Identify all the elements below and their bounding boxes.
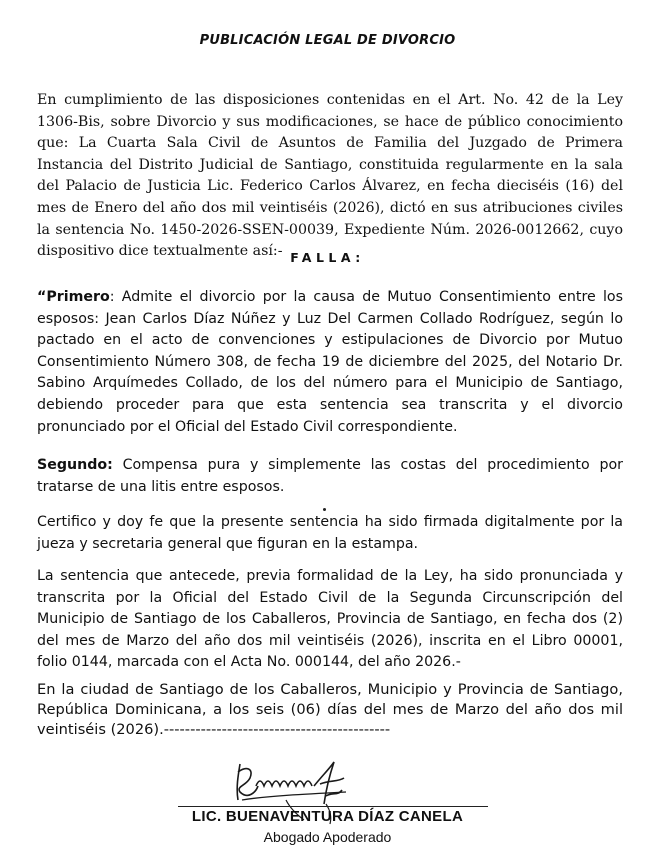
signature-line: [178, 806, 488, 807]
signatory-name: LIC. BUENAVENTURA DÍAZ CANELA: [191, 808, 464, 825]
falla-heading: FALLA:: [290, 250, 365, 265]
primero-label: “Primero: [37, 289, 110, 305]
closing-paragraph: En la ciudad de Santiago de los Caballeros, Municipio y Provincia de Santiago, República Dominicana, a los seis (06) días del mes de Marzo del año dos mil veintiséis (2026).-------------------------------------------: [37, 681, 623, 738]
primero-paragraph: [37, 287, 623, 438]
segundo-paragraph: [37, 455, 623, 498]
sentencia-paragraph: La sentencia que antecede, previa formalidad de la Ley, ha sido pronunciada y transcrita por la Oficial del Estado Civil de la Segunda Circunscripción del Municipio de Santiago de los Caballeros, Provincia de Santiago, en fecha dos (2) del mes de Marzo del año dos mil veintiséis (2026), inscrita en el Libro 00001, folio 0144, marcada con el Acta No. 000144, del año 2026.-: [37, 568, 623, 671]
segundo-label: Segundo:: [37, 457, 113, 473]
document-title: PUBLICACIÓN LEGAL DE DIVORCIO: [199, 33, 456, 48]
ink-speck: [323, 508, 326, 511]
certifico-paragraph: Certifico y doy fe que la presente sentencia ha sido firmada digitalmente por la jueza y secretaria general que figuran en la estampa.: [37, 514, 623, 552]
segundo-text: Compensa pura y simplemente las costas del procedimiento por tratarse de una litis entre esposos.: [37, 457, 623, 495]
intro-paragraph: En cumplimiento de las disposiciones contenidas en el Art. No. 42 de la Ley 1306-Bis, sobre Divorcio y sus modificaciones, se hace de público conocimiento que: La Cuarta Sala Civil de Asuntos de Familia del Juzgado de Primera Instancia del Distrito Judicial de Santiago, constituida regularmente en la sala del Palacio de Justicia Lic. Federico Carlos Álvarez, en fecha dieciséis (16) del mes de Enero del año dos mil veintiséis (2026), dictó en sus atribuciones civiles la sentencia No. 1450-2026-SSEN-00039, Expediente Núm. 2026-0012662, cuyo dispositivo dice textualmente así:-: [37, 92, 623, 260]
signatory-role: Abogado Apoderado: [263, 829, 392, 845]
primero-text: : Admite el divorcio por la causa de Mutuo Consentimiento entre los esposos: Jean Carlos Díaz Núñez y Luz Del Carmen Collado Rodríguez, según lo pactado en el acto de convenciones y estipulaciones de Divorcio por Mutuo Consentimiento Número 308, de fecha 19 de diciembre del 2025, del Notario Dr. Sabino Arquímedes Collado, de los del número para el Municipio de Santiago, debiendo proceder para que esta sentencia sea transcrita y el divorcio pronunciado por el Oficial del Estado Civil correspondiente.: [37, 289, 623, 435]
